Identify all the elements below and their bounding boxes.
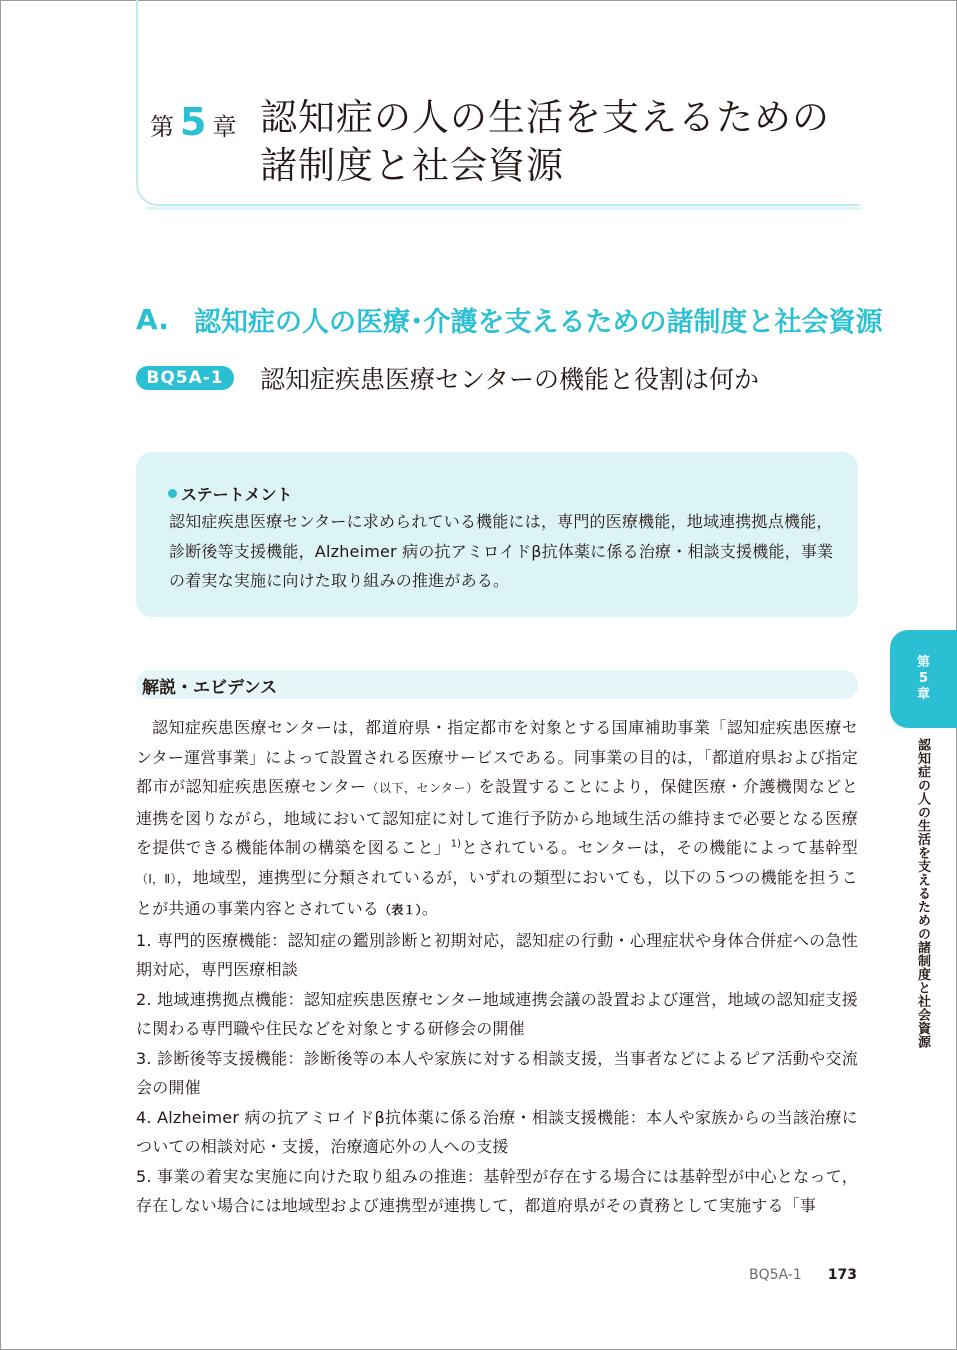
side-tab-line1: 第: [916, 655, 930, 670]
page-footer: [749, 1267, 857, 1283]
paren-note: （以下，センター）: [366, 781, 479, 795]
text-run: 認知症疾患医療センターは，都道府県・指定都市を対象とする国庫補助事業「認知症疾患医療センター運営事業」によって設置される医療サービスである。同事業の目的は，「都道府県および指定都市が認知症疾患医療センター: [136, 718, 858, 796]
citation-ref: 1): [450, 838, 462, 850]
list-item: 3. 診断後等支援機能：診断後等の本人や家族に対する相談支援，当事者などによるピア活動や交流会の開催: [136, 1048, 858, 1097]
chapter-suffix: 章: [212, 113, 237, 141]
evidence-heading: 解説・エビデンス: [142, 678, 278, 698]
footer-section-label: BQ5A-1: [749, 1267, 802, 1283]
chapter-number: 5: [180, 100, 207, 144]
section-title: 認知症の人の医療･介護を支えるための諸制度と社会資源: [194, 307, 883, 338]
list-item: 2. 地域連携拠点機能：認知症疾患医療センター地域連携会議の設置および運営，地域の認知症支援に関わる専門職や住民などを対象とする研修会の開催: [136, 989, 858, 1038]
bq-id-badge: BQ5A-1: [136, 366, 234, 390]
paren-note: （Ⅰ，Ⅱ）: [136, 871, 177, 886]
chapter-title: [260, 94, 860, 190]
chapter-title-line2: 諸制度と社会資源: [260, 144, 564, 187]
bq-title: 認知症疾患医療センターの機能と役割は何か: [260, 365, 760, 394]
bq-heading: [136, 360, 759, 396]
chapter-label: [150, 100, 236, 144]
side-tab-line3: 章: [916, 687, 930, 702]
table-ref: （表１）: [379, 903, 422, 917]
text-run: を設置することにより，保健医療・介護機関などと連携を図りながら，地域において認知症に対して進行予防から地域生活の維持まで必要となる医療を提供できる機能体制の構築を図ること」: [136, 777, 858, 857]
chapter-side-tab: [890, 630, 957, 728]
statement-heading: ステートメント: [181, 485, 293, 504]
text-run: 。: [421, 899, 439, 918]
list-item: 1. 専門的医療機能：認知症の鑑別診断と初期対応，認知症の行動・心理症状や身体合併症への急性期対応，専門医療相談: [136, 930, 858, 979]
evidence-paragraph: [136, 713, 858, 926]
section-letter: A.: [136, 303, 169, 336]
list-item: 4. Alzheimer 病の抗アミロイドβ抗体薬に係る治療・相談支援機能：本人や家族からの当該治療についての相談対応・支援，治療適応外の人への支援: [136, 1107, 858, 1156]
evidence-body: [136, 713, 858, 1221]
side-vertical-title: 認知症の人の生活を支えるための諸制度と社会資源: [915, 738, 930, 1049]
statement-box: [136, 452, 858, 617]
evidence-heading-bar: [136, 670, 858, 699]
text-run: ，地域型，連携型に分類されているが，いずれの類型においても，以下の５つの機能を担うことが共通の事業内容とされている: [136, 867, 858, 918]
statement-text: 認知症疾患医療センターに求められている機能には，専門的医療機能，地域連携拠点機能，診断後等支援機能，Alzheimer 病の抗アミロイドβ抗体薬に係る治療・相談支援機能，事業の着実な実施に向けた取り組みの推進がある。: [169, 512, 834, 590]
statement-header: [168, 482, 293, 505]
bullet-dot-icon: [168, 489, 177, 498]
side-tab-line2: 5: [918, 671, 929, 686]
chapter-prefix: 第: [150, 113, 174, 141]
list-item: 5. 事業の着実な実施に向けた取り組みの推進：基幹型が存在する場合には基幹型が中心となって，存在しない場合には地域型および連携型が連携して，都道府県がその責務として実施する「事: [136, 1166, 858, 1215]
page-number: 173: [827, 1267, 857, 1283]
text-run: とされている。センターは，その機能によって基幹型: [461, 838, 858, 857]
section-heading: [136, 300, 883, 339]
chapter-title-line1: 認知症の人の生活を支えるための: [260, 96, 830, 139]
